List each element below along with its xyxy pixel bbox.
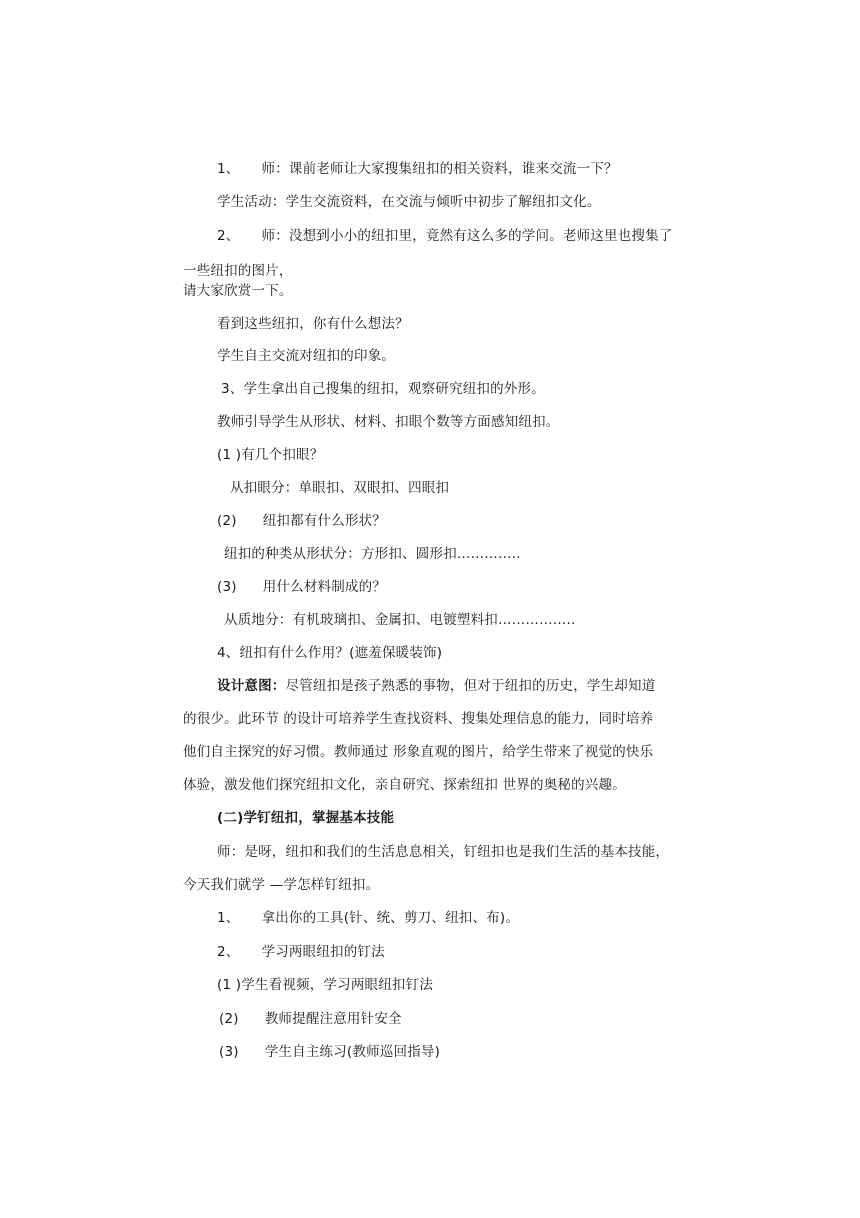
- line-text: 学生自主练习(教师巡回指导): [264, 1044, 441, 1060]
- paragraph-line: [221, 380, 545, 398]
- paragraph-line: [217, 160, 618, 178]
- paragraph-line: [217, 315, 409, 333]
- paragraph-line: [217, 843, 669, 861]
- line-text: 学生看视频，学习两眼纽扣钉法: [241, 977, 434, 993]
- line-text: 拿出你的工具(针、统、剪刀、纽扣、布)。: [261, 910, 520, 926]
- list-number: (1 ): [217, 447, 242, 463]
- line-text: 他们自主探究的好习惯。教师通过 形象直观的图片，给学生带来了视觉的快乐: [183, 744, 654, 760]
- paragraph-line: [183, 262, 293, 280]
- list-number: 2、: [217, 228, 240, 244]
- paragraph-line: [217, 976, 433, 994]
- line-text: 请大家欣赏一下。: [183, 283, 293, 299]
- line-text: 从扣眼分：单眼扣、双眼扣、四眼扣: [230, 480, 450, 496]
- paragraph-line: [217, 227, 673, 245]
- line-text: 3、学生拿出自己搜集的纽扣，观察研究纽扣的外形。: [221, 381, 545, 397]
- list-number: (3): [217, 579, 237, 595]
- line-text: 从质地分：有机玻璃扣、金属扣、电镀塑料扣……………..: [224, 612, 576, 628]
- section-heading: [217, 809, 394, 827]
- line-text: 师：没想到小小的纽扣里，竟然有这么多的学问。老师这里也搜集了: [261, 228, 673, 244]
- paragraph-line: [183, 743, 653, 761]
- paragraph-line: [230, 479, 449, 497]
- line-text: 一些纽扣的图片，: [183, 263, 293, 279]
- paragraph-line: [217, 677, 655, 695]
- paragraph-line: [217, 193, 601, 211]
- line-text: 的很少。此环节 的设计可培养学生查找资料、搜集处理信息的能力，同时培养: [183, 711, 654, 727]
- paragraph-line: [219, 1010, 402, 1028]
- list-number: 2、: [217, 944, 240, 960]
- line-text: 师：课前老师让大家搜集纽扣的相关资料，谁来交流一下？: [261, 161, 618, 177]
- paragraph-line: [217, 413, 560, 431]
- paragraph-line: [224, 545, 521, 563]
- line-text: 教师引导学生从形状、材料、扣眼个数等方面感知纽扣。: [217, 414, 560, 430]
- paragraph-line: [219, 1043, 440, 1061]
- line-text: 用什么材料制成的？: [262, 579, 387, 595]
- list-number: (2): [219, 1011, 239, 1027]
- line-text: 今天我们就学 —学怎样钉纽扣。: [183, 877, 380, 893]
- line-text: 看到这些纽扣，你有什么想法？: [217, 316, 409, 332]
- design-intent-label: 设计意图：: [217, 678, 286, 694]
- line-text: 有几个扣眼？: [241, 447, 324, 463]
- line-text: 纽扣都有什么形状？: [262, 513, 387, 529]
- line-text: 学习两眼纽扣的钉法: [261, 944, 385, 960]
- paragraph-line: [183, 776, 626, 794]
- line-text: 教师提醒注意用针安全: [264, 1011, 402, 1027]
- paragraph-line: [183, 876, 379, 894]
- paragraph-line: [217, 347, 395, 365]
- line-text: 体验，激发他们探究纽扣文化，亲自研究、探索纽扣 世界的奥秘的兴趣。: [183, 777, 626, 793]
- line-text: 学生活动：学生交流资料，在交流与倾听中初步了解纽扣文化。: [217, 194, 601, 210]
- line-text: 师：是呀，纽扣和我们的生活息息相关，钉纽扣也是我们生活的基本技能，: [217, 844, 670, 860]
- paragraph-line: [217, 446, 323, 464]
- line-text: 4、纽扣有什么作用？(遮羞保暖装饰): [217, 645, 443, 661]
- paragraph-line: [217, 909, 519, 927]
- paragraph-line: [217, 512, 386, 530]
- line-text: 纽扣的种类从形状分：方形扣、圆形扣…………..: [224, 546, 521, 562]
- paragraph-line: [217, 644, 442, 662]
- line-text: 学生自主交流对纽扣的印象。: [217, 348, 396, 364]
- list-number: (3): [219, 1044, 239, 1060]
- paragraph-line: [217, 578, 386, 596]
- paragraph-line: [183, 282, 293, 300]
- list-number: (1 ): [217, 977, 242, 993]
- list-number: (2): [217, 513, 237, 529]
- paragraph-line: [183, 710, 653, 728]
- line-text: 尽管纽扣是孩子熟悉的事物，但对于纽扣的历史，学生却知道: [285, 678, 656, 694]
- line-text: (二)学钉纽扣，掌握基本技能: [217, 810, 395, 826]
- paragraph-line: [224, 611, 575, 629]
- list-number: 1、: [217, 161, 240, 177]
- paragraph-line: [217, 943, 385, 961]
- list-number: 1、: [217, 910, 240, 926]
